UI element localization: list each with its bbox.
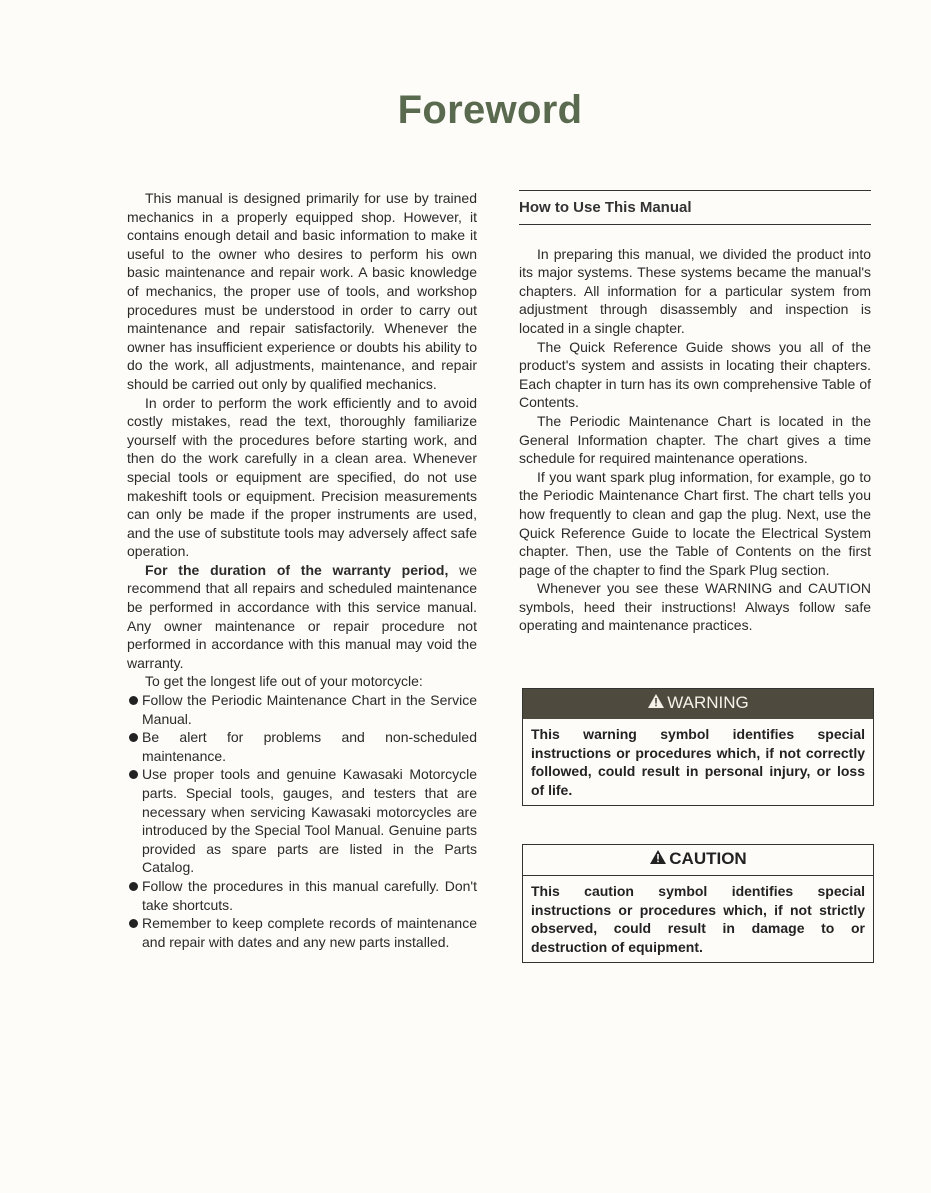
warning-header [523, 689, 873, 719]
list-item: Be alert for problems and non-scheduled maintenance. [127, 728, 477, 765]
list-item: Remember to keep complete records of maintenance and repair with dates and any new parts installed. [127, 914, 477, 951]
intro-paragraph: This manual is designed primarily for use by trained mechanics in a properly equipped shop. However, it contains enough detail and basic information to make it useful to the owner who desires to perform his own basic maintenance and repair work. A basic knowledge of mechanics, the proper use of tools, and workshop procedures must be understood in order to carry out maintenance and repair satisfactorily. Whenever the owner has insufficient experience or doubts his ability to do the work, all adjustments, maintenance, and repair should be carried out only by qualified mechanics. [127, 190, 477, 392]
bullet-icon [129, 882, 138, 891]
bullet-icon [129, 919, 138, 928]
list-item: Follow the procedures in this manual carefully. Don't take shortcuts. [127, 877, 477, 914]
efficiency-paragraph: In order to perform the work efficiently and to avoid costly mistakes, read the text, thoroughly familiarize yourself with the procedures before starting work, and then do the work carefully in a clean area. Whenever special tools or equipment are specified, do not use makeshift tools or equipment. Precision measurements can only be made if the proper instruments are used, and the use of substitute tools may adversely affect safe operation. [127, 394, 477, 560]
section-heading: How to Use This Manual [519, 190, 871, 225]
list-item: Follow the Periodic Maintenance Chart in the Service Manual. [127, 691, 477, 728]
tips-list [127, 691, 477, 951]
warning-text: This warning symbol identifies special instructions or procedures which, if not correctly followed, could result in personal injury, or loss of life. [531, 726, 865, 798]
page-title: Foreword [397, 88, 583, 132]
warranty-paragraph [127, 561, 477, 673]
bullet-icon [129, 696, 138, 705]
bullet-icon [129, 733, 138, 742]
warning-label: WARNING [667, 693, 749, 712]
left-column [127, 189, 477, 951]
bullet-icon [129, 770, 138, 779]
warning-triangle-icon [647, 693, 665, 714]
quick-reference-paragraph: The Quick Reference Guide shows you all of the product's system and assists in locating their chapters. Each chapter in turn has its own comprehensive Table of Contents. [519, 338, 871, 411]
warning-box [522, 688, 874, 806]
warranty-lead: For the duration of the warranty period, [145, 561, 449, 578]
caution-box [522, 844, 874, 963]
caution-header [523, 845, 873, 876]
caution-label: CAUTION [669, 849, 747, 868]
warranty-body: we recommend that all repairs and scheduled maintenance be performed in accordance with this service manual. Any owner maintenance or repair procedure not performed in accordance with this manual may void the warranty. [127, 561, 477, 671]
caution-text: This caution symbol identifies special instructions or procedures which, if not strictly observed, could result in damage to or destruction of equipment. [531, 883, 865, 955]
systems-paragraph: In preparing this manual, we divided the product into its major systems. These systems became the manual's chapters. All information for a particular system from adjustment through disassembly and inspection is located in a single chapter. [519, 245, 871, 336]
caution-triangle-icon [649, 849, 667, 870]
list-item: Use proper tools and genuine Kawasaki Motorcycle parts. Special tools, gauges, and testers that are necessary when servicing Kawasaki motorcycles are introduced by the Special Tool Manual. Genuine parts provided as spare parts are listed in the Parts Catalog. [127, 765, 477, 877]
right-column [519, 190, 871, 635]
maintenance-chart-paragraph: The Periodic Maintenance Chart is located in the General Information chapter. The chart gives a time schedule for required maintenance operations. [519, 412, 871, 467]
spark-plug-paragraph: If you want spark plug information, for example, go to the Periodic Maintenance Chart first. The chart tells you how frequently to clean and gap the plug. Next, use the Quick Reference Guide to locate the Electrical System chapter. Then, use the Table of Contents on the first page of the chapter to find the Spark Plug section. [519, 468, 871, 578]
longest-life-paragraph: To get the longest life out of your motorcycle: [145, 673, 423, 690]
symbols-paragraph: Whenever you see these WARNING and CAUTION symbols, heed their instructions! Always follow safe operating and maintenance practices. [519, 580, 871, 634]
